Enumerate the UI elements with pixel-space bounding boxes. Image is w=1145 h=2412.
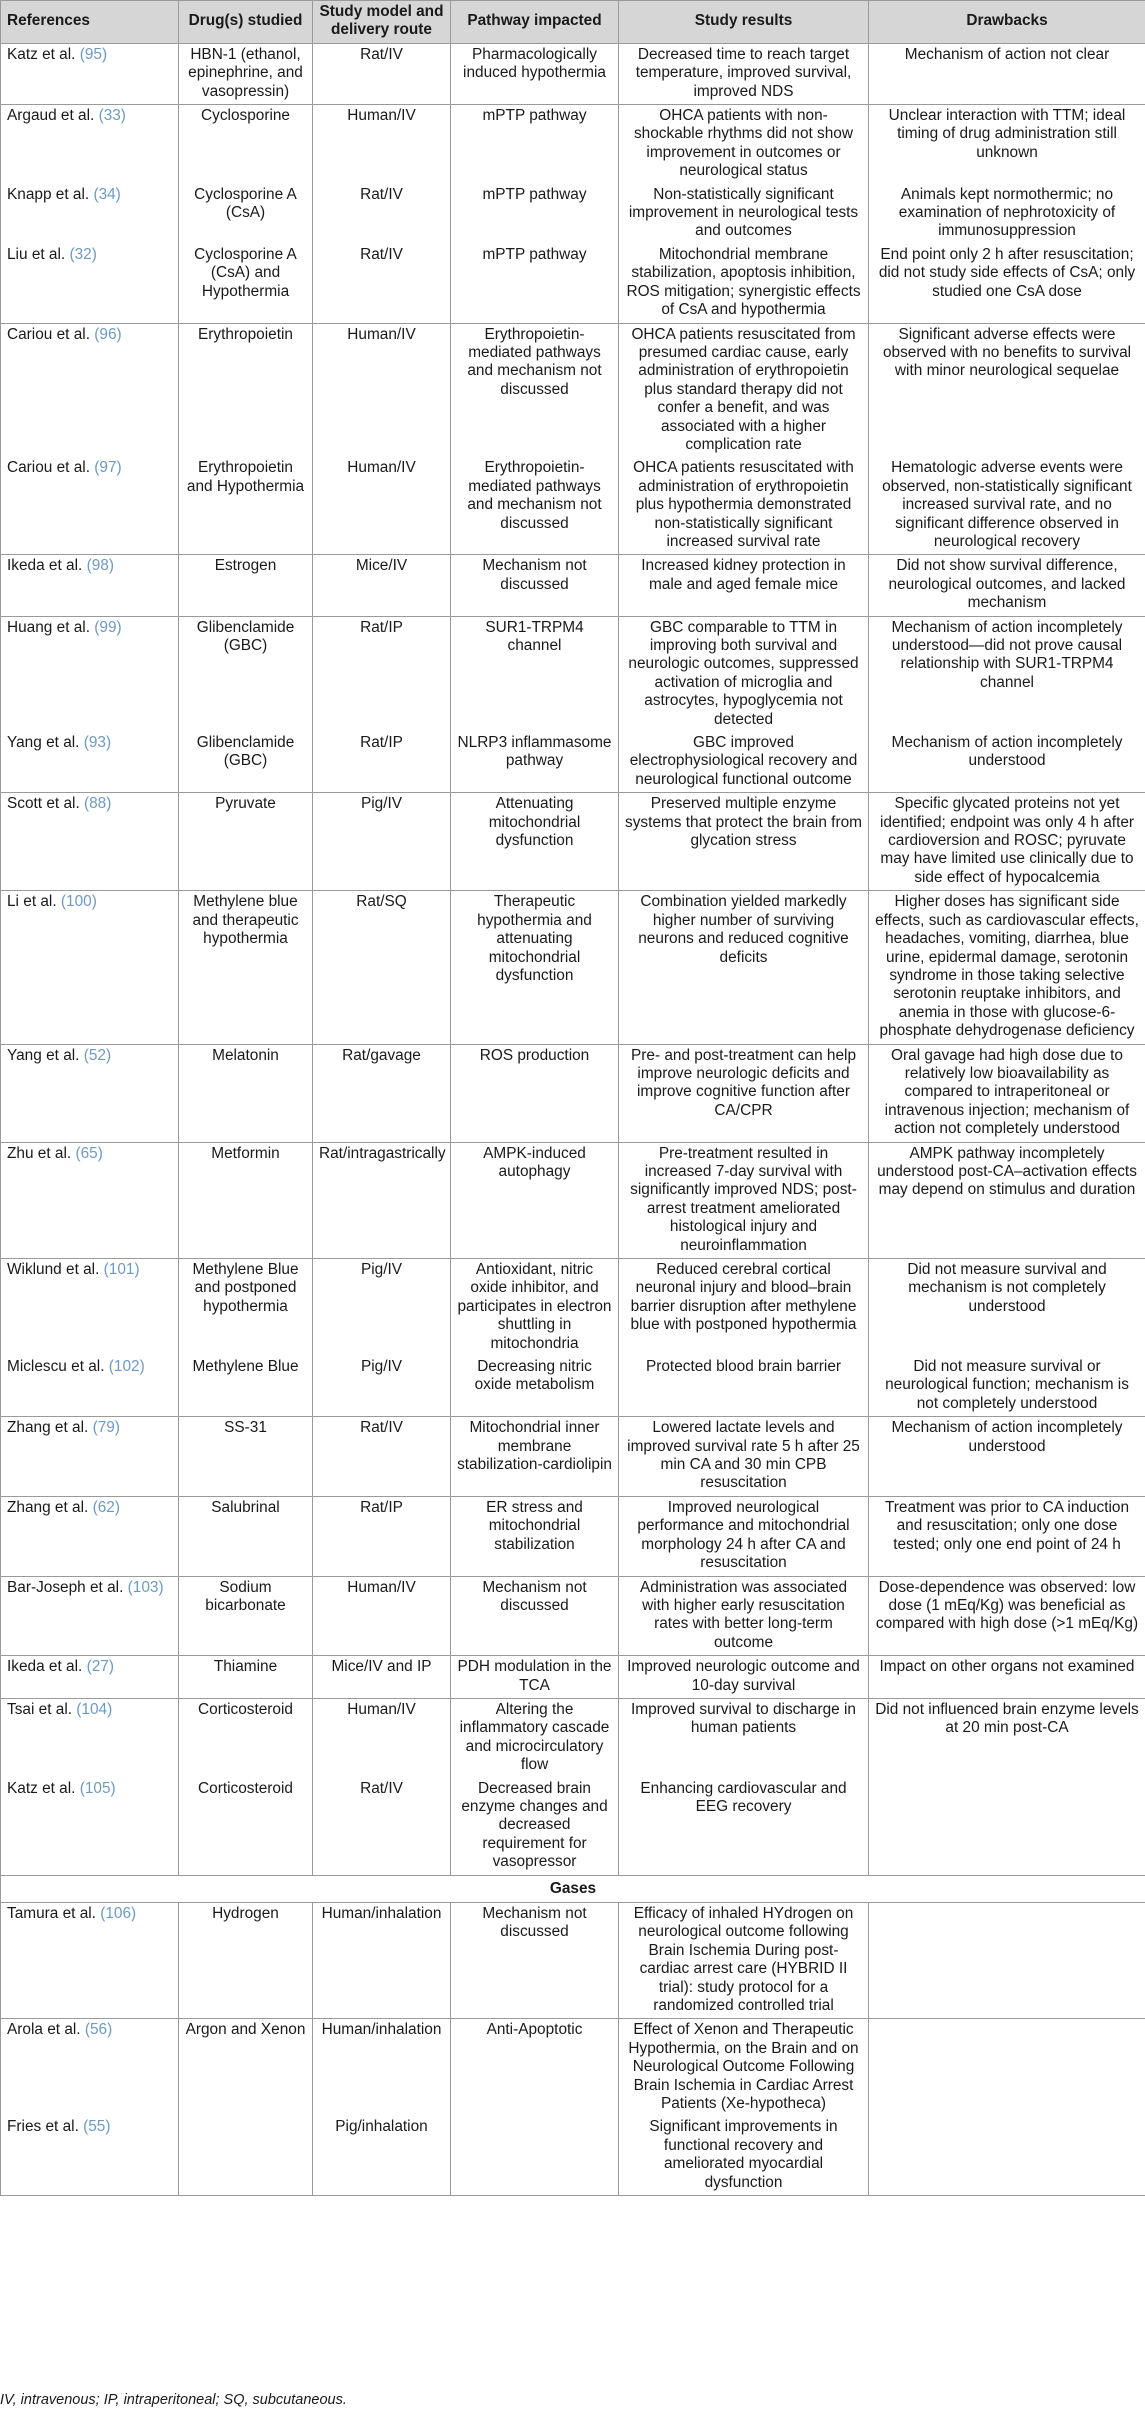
reference-cell (1, 616, 179, 732)
reference-author: Knapp et al. (7, 185, 90, 203)
results-cell: Preserved multiple enzyme systems that protect the brain from glycation stress (619, 793, 869, 891)
results-cell: Decreased time to reach target temperature, improved survival, improved NDS (619, 43, 869, 104)
reference-cell (1, 891, 179, 1044)
results-cell: Lowered lactate levels and improved survival rate 5 h after 25 min CA and 30 min CPB resuscitation (619, 1417, 869, 1497)
section-row-gases (1, 1875, 1145, 1902)
model-cell: Human/IV (313, 1698, 451, 1777)
reference-cell (1, 105, 179, 184)
results-cell: OHCA patients resuscitated with administration of erythropoietin plus hypothermia demonstrated non-statistically significant increased survival rate (619, 457, 869, 555)
drug-cell: Glibenclamide (GBC) (179, 732, 313, 793)
reference-number-link[interactable]: (34) (93, 185, 121, 203)
results-cell: GBC improved electrophysiological recovery and neurological functional outcome (619, 732, 869, 793)
model-cell: Mice/IV (313, 555, 451, 616)
model-cell: Rat/IP (313, 732, 451, 793)
drawbacks-cell: Higher doses has significant side effects, such as cardiovascular effects, headaches, vomiting, diarrhea, blue urine, epidermal damage, serotonin syndrome in those taking selective serotonin reuptake inhibitors, and anemia in those with glucose-6-phosphate dehydrogenase deficiency (869, 891, 1145, 1044)
model-cell: Rat/IV (313, 43, 451, 104)
drawbacks-cell: Treatment was prior to CA induction and resuscitation; only one dose tested; only one end point of 24 h (869, 1496, 1145, 1576)
reference-cell (1, 732, 179, 793)
header-drawbacks: Drawbacks (869, 1, 1145, 44)
results-cell: Reduced cerebral cortical neuronal injury and blood–brain barrier disruption after methylene blue with postponed hypothermia (619, 1259, 869, 1357)
reference-author: Arola et al. (7, 2021, 81, 2039)
table-row (1, 1903, 1145, 2019)
drawbacks-cell: Hematologic adverse events were observed, non-statistically significant increased survival rate, and no significant difference observed in neurological recovery (869, 457, 1145, 555)
reference-author: Tamura et al. (7, 1905, 96, 1922)
results-cell: Increased kidney protection in male and aged female mice (619, 555, 869, 616)
drawbacks-cell (869, 1903, 1145, 2019)
drug-cell: Erythropoietin and Hypothermia (179, 457, 313, 555)
table-row (1, 1142, 1145, 1258)
results-cell: Administration was associated with higher early resuscitation rates with better long-term outcome (619, 1576, 869, 1656)
table-row (1, 1656, 1145, 1699)
drawbacks-cell: Oral gavage had high dose due to relatively low bioavailability as compared to intraperitoneal or intravenous injection; mechanism of action not completely understood (869, 1044, 1145, 1142)
pathway-cell: Decreasing nitric oxide metabolism (451, 1356, 619, 1417)
drawbacks-cell (869, 1778, 1145, 1876)
pathway-cell: Altering the inflammatory cascade and microcirculatory flow (451, 1698, 619, 1777)
table-row (1, 244, 1145, 323)
table-row (1, 793, 1145, 891)
table-body (1, 43, 1145, 2195)
drug-cell: Corticosteroid (179, 1698, 313, 1777)
reference-author: Zhang et al. (7, 1498, 89, 1516)
drawbacks-cell: Dose-dependence was observed: low dose (1 mEq/Kg) was beneficial as compared with high dose (>1 mEq/Kg) (869, 1576, 1145, 1656)
pathway-cell: Anti-Apoptotic (451, 2019, 619, 2117)
pathway-cell: Antioxidant, nitric oxide inhibitor, and participates in electron shuttling in mitochondria (451, 1259, 619, 1357)
model-cell: Human/IV (313, 323, 451, 457)
model-cell: Pig/IV (313, 1259, 451, 1357)
drug-cell: Thiamine (179, 1656, 313, 1699)
reference-number-link[interactable]: (102) (108, 1358, 145, 1376)
drug-cell: Methylene Blue (179, 1356, 313, 1417)
reference-cell (1, 457, 179, 555)
reference-cell (1, 43, 179, 104)
drawbacks-cell: Impact on other organs not examined (869, 1656, 1145, 1699)
header-results: Study results (619, 1, 869, 44)
results-cell: Improved survival to discharge in human patients (619, 1698, 869, 1777)
drug-cell: Cyclosporine A (CsA) and Hypothermia (179, 244, 313, 323)
pathway-cell: Mechanism not discussed (451, 555, 619, 616)
reference-cell (1, 1356, 179, 1417)
results-cell: Effect of Xenon and Therapeutic Hypothermia, on the Brain and on Neurological Outcome Following Brain Ischemia in Cardiac Arrest Patients (Xe-hypotheca) (619, 2019, 869, 2117)
drawbacks-cell: Did not influenced brain enzyme levels at 20 min post-CA (869, 1698, 1145, 1777)
reference-author: Huang et al. (7, 618, 90, 636)
drawbacks-cell: Mechanism of action not clear (869, 43, 1145, 104)
results-cell: Mitochondrial membrane stabilization, apoptosis inhibition, ROS mitigation; synergistic effects of CsA and hypothermia (619, 244, 869, 323)
drawbacks-cell: AMPK pathway incompletely understood post-CA–activation effects may depend on stimulus and duration (869, 1142, 1145, 1258)
pathway-cell: Therapeutic hypothermia and attenuating mitochondrial dysfunction (451, 891, 619, 1044)
results-cell: Efficacy of inhaled HYdrogen on neurological outcome following Brain Ischemia During post-cardiac arrest care (HYBRID II trial): study protocol for a randomized controlled trial (619, 1903, 869, 2019)
pathway-cell: AMPK-induced autophagy (451, 1142, 619, 1258)
model-cell: Human/inhalation (313, 1903, 451, 2019)
table-row (1, 1576, 1145, 1656)
drawbacks-cell: Did not measure survival and mechanism is not completely understood (869, 1259, 1145, 1357)
model-cell: Rat/intragastrically (313, 1142, 451, 1258)
table-row (1, 616, 1145, 732)
reference-number-link[interactable]: (55) (83, 2118, 111, 2136)
drawbacks-cell: Animals kept normothermic; no examination of nephrotoxicity of immunosuppression (869, 184, 1145, 244)
reference-number-link[interactable]: (95) (79, 45, 108, 63)
reference-author: Yang et al. (7, 734, 80, 752)
drawbacks-cell: Specific glycated proteins not yet identified; endpoint was only 4 h after cardioversion and ROSC; pyruvate may have limited use clinically due to side effect of hypocalcemia (869, 793, 1145, 891)
model-cell: Rat/IP (313, 1496, 451, 1576)
pathway-cell: mPTP pathway (451, 244, 619, 323)
drug-cell: Cyclosporine A (CsA) (179, 184, 313, 244)
drawbacks-cell: Mechanism of action incompletely understood (869, 732, 1145, 793)
results-cell: Combination yielded markedly higher number of surviving neurons and reduced cognitive deficits (619, 891, 869, 1044)
model-cell: Rat/IV (313, 1778, 451, 1876)
reference-author: Fries et al. (7, 2118, 79, 2136)
drug-cell: Glibenclamide (GBC) (179, 616, 313, 732)
reference-cell (1, 1496, 179, 1576)
drawbacks-cell: Did not show survival difference, neurological outcomes, and lacked mechanism (869, 555, 1145, 616)
table-row (1, 555, 1145, 616)
drug-cell: Methylene Blue and postponed hypothermia (179, 1259, 313, 1357)
reference-author: Yang et al. (7, 1046, 80, 1064)
model-cell: Rat/IV (313, 244, 451, 323)
pathway-cell: PDH modulation in the TCA (451, 1656, 619, 1699)
drug-cell: Hydrogen (179, 1903, 313, 2019)
pathway-cell: Pharmacologically induced hypothermia (451, 43, 619, 104)
reference-number-link[interactable]: (52) (83, 1046, 112, 1064)
results-cell: Improved neurologic outcome and 10-day survival (619, 1656, 869, 1699)
pathway-cell: Mechanism not discussed (451, 1903, 619, 2019)
results-cell: GBC comparable to TTM in improving both survival and neurologic outcomes, suppressed activation of microglia and astrocytes, hypoglycemia not detected (619, 616, 869, 732)
model-cell: Pig/IV (313, 793, 451, 891)
drug-cell (179, 2116, 313, 2195)
drug-cell: Estrogen (179, 555, 313, 616)
drug-cell: Erythropoietin (179, 323, 313, 457)
pathway-cell (451, 2116, 619, 2195)
reference-author: Zhang et al. (7, 1419, 89, 1437)
table-row (1, 105, 1145, 184)
drawbacks-cell (869, 2019, 1145, 2117)
reference-author: Ikeda et al. (7, 557, 83, 575)
results-cell: OHCA patients resuscitated from presumed cardiac cause, early administration of erythropoietin plus standard therapy did not confer a benefit, and was associated with a higher complication rate (619, 323, 869, 457)
reference-cell (1, 1903, 179, 2019)
pathway-cell: SUR1-TRPM4 channel (451, 616, 619, 732)
reference-author: Scott et al. (7, 795, 80, 813)
pathway-cell: ROS production (451, 1044, 619, 1142)
reference-number-link[interactable]: (98) (86, 557, 114, 575)
table-row (1, 891, 1145, 1044)
drug-cell: Cyclosporine (179, 105, 313, 184)
reference-cell (1, 793, 179, 891)
drug-cell: HBN-1 (ethanol, epinephrine, and vasopressin) (179, 43, 313, 104)
model-cell: Pig/inhalation (313, 2116, 451, 2195)
model-cell: Human/inhalation (313, 2019, 451, 2117)
reference-number-link[interactable]: (27) (86, 1658, 114, 1676)
reference-cell (1, 1044, 179, 1142)
model-cell: Human/IV (313, 457, 451, 555)
results-cell: Protected blood brain barrier (619, 1356, 869, 1417)
model-cell: Mice/IV and IP (313, 1656, 451, 1699)
reference-author: Tsai et al. (7, 1700, 73, 1718)
results-cell: Significant improvements in functional recovery and ameliorated myocardial dysfunction (619, 2116, 869, 2195)
drug-cell: Pyruvate (179, 793, 313, 891)
reference-number-link[interactable]: (106) (100, 1905, 137, 1922)
table-row (1, 1698, 1145, 1777)
reference-cell (1, 1698, 179, 1777)
drug-cell: Metformin (179, 1142, 313, 1258)
reference-number-link[interactable]: (56) (84, 2021, 113, 2039)
pathway-cell: Attenuating mitochondrial dysfunction (451, 793, 619, 891)
reference-number-link[interactable]: (105) (79, 1779, 116, 1797)
reference-number-link[interactable]: (88) (84, 795, 112, 813)
reference-author: Li et al. (7, 893, 57, 911)
table-row (1, 323, 1145, 457)
model-cell: Human/IV (313, 105, 451, 184)
reference-number-link[interactable]: (101) (103, 1261, 140, 1278)
drug-cell: Salubrinal (179, 1496, 313, 1576)
reference-cell (1, 1142, 179, 1258)
reference-number-link[interactable]: (62) (92, 1498, 120, 1516)
model-cell: Rat/gavage (313, 1044, 451, 1142)
table-footnote: IV, intravenous; IP, intraperitoneal; SQ, subcutaneous. (0, 2392, 347, 2408)
pathway-cell: Mitochondrial inner membrane stabilization-cardiolipin (451, 1417, 619, 1497)
header-drugs: Drug(s) studied (179, 1, 313, 44)
reference-cell (1, 1576, 179, 1656)
reference-cell (1, 1656, 179, 1699)
table-row (1, 1417, 1145, 1497)
table-row (1, 457, 1145, 555)
section-label: Gases (1, 1875, 1145, 1902)
header-pathway: Pathway impacted (451, 1, 619, 44)
model-cell: Rat/IP (313, 616, 451, 732)
reference-author: Cariou et al. (7, 325, 90, 343)
reference-author: Liu et al. (7, 245, 66, 263)
results-cell: Enhancing cardiovascular and EEG recovery (619, 1778, 869, 1876)
results-cell: Non-statistically significant improvement in neurological tests and outcomes (619, 184, 869, 244)
reference-number-link[interactable]: (104) (76, 1700, 113, 1718)
pathway-cell: mPTP pathway (451, 184, 619, 244)
pathway-cell: Erythropoietin-mediated pathways and mechanism not discussed (451, 323, 619, 457)
reference-author: Miclescu et al. (7, 1358, 105, 1376)
reference-author: Katz et al. (7, 1779, 76, 1797)
table-row (1, 732, 1145, 793)
reference-number-link[interactable]: (33) (98, 107, 126, 125)
results-cell: Pre-treatment resulted in increased 7-day survival with significantly improved NDS; post-arrest treatment ameliorated histological injury and neuroinflammation (619, 1142, 869, 1258)
reference-cell (1, 555, 179, 616)
reference-cell (1, 1259, 179, 1357)
reference-number-link[interactable]: (100) (60, 893, 97, 911)
reference-author: Zhu et al. (7, 1144, 72, 1162)
reference-number-link[interactable]: (93) (83, 734, 112, 752)
table-row (1, 184, 1145, 244)
reference-author: Katz et al. (7, 45, 76, 63)
reference-author: Argaud et al. (7, 107, 95, 125)
drug-cell: Sodium bicarbonate (179, 1576, 313, 1656)
table-row (1, 1259, 1145, 1357)
reference-number-link[interactable]: (103) (127, 1578, 164, 1596)
reference-number-link[interactable]: (79) (92, 1419, 120, 1437)
table-row (1, 2116, 1145, 2195)
header-study-model: Study model and delivery route (313, 1, 451, 44)
drug-cell: Argon and Xenon (179, 2019, 313, 2117)
drug-cell: Melatonin (179, 1044, 313, 1142)
drug-cell: Corticosteroid (179, 1778, 313, 1876)
model-cell: Rat/SQ (313, 891, 451, 1044)
model-cell: Rat/IV (313, 1417, 451, 1497)
pathway-cell: Mechanism not discussed (451, 1576, 619, 1656)
reference-number-link[interactable]: (65) (75, 1144, 103, 1162)
results-cell: Improved neurological performance and mitochondrial morphology 24 h after CA and resuscitation (619, 1496, 869, 1576)
reference-number-link[interactable]: (32) (69, 245, 97, 263)
drug-cell: SS-31 (179, 1417, 313, 1497)
drawbacks-cell (869, 2116, 1145, 2195)
table-row (1, 1356, 1145, 1417)
reference-cell (1, 244, 179, 323)
reference-cell (1, 2116, 179, 2195)
reference-author: Ikeda et al. (7, 1658, 83, 1676)
table-row (1, 2019, 1145, 2117)
pathway-cell: mPTP pathway (451, 105, 619, 184)
reference-number-link[interactable]: (96) (94, 325, 122, 343)
pathway-cell: NLRP3 inflammasome pathway (451, 732, 619, 793)
reference-author: Bar-Joseph et al. (7, 1578, 124, 1596)
pathway-cell: ER stress and mitochondrial stabilization (451, 1496, 619, 1576)
reference-cell (1, 184, 179, 244)
reference-cell (1, 2019, 179, 2117)
drawbacks-cell: Did not measure survival or neurological function; mechanism is not completely understood (869, 1356, 1145, 1417)
table-row (1, 1778, 1145, 1876)
results-cell: OHCA patients with non-shockable rhythms did not show improvement in outcomes or neurological status (619, 105, 869, 184)
results-cell: Pre- and post-treatment can help improve neurologic deficits and improve cognitive function after CA/CPR (619, 1044, 869, 1142)
model-cell: Human/IV (313, 1576, 451, 1656)
header-references: References (1, 1, 179, 44)
drawbacks-cell: End point only 2 h after resuscitation; did not study side effects of CsA; only studied one CsA dose (869, 244, 1145, 323)
reference-author: Cariou et al. (7, 459, 90, 477)
drawbacks-cell: Unclear interaction with TTM; ideal timing of drug administration still unknown (869, 105, 1145, 184)
drug-cell: Methylene blue and therapeutic hypothermia (179, 891, 313, 1044)
pathway-cell: Erythropoietin-mediated pathways and mechanism not discussed (451, 457, 619, 555)
reference-author: Wiklund et al. (7, 1261, 100, 1278)
drawbacks-cell: Significant adverse effects were observed with no benefits to survival with minor neurological sequelae (869, 323, 1145, 457)
model-cell: Pig/IV (313, 1356, 451, 1417)
table-row (1, 1044, 1145, 1142)
pathway-cell: Decreased brain enzyme changes and decreased requirement for vasopressor (451, 1778, 619, 1876)
header-row (1, 1, 1145, 44)
reference-number-link[interactable]: (97) (94, 459, 122, 477)
table-row (1, 43, 1145, 104)
reference-number-link[interactable]: (99) (94, 618, 122, 636)
model-cell: Rat/IV (313, 184, 451, 244)
reference-cell (1, 323, 179, 457)
table-row (1, 1496, 1145, 1576)
reference-cell (1, 1778, 179, 1876)
reference-cell (1, 1417, 179, 1497)
drawbacks-cell: Mechanism of action incompletely understood—did not prove causal relationship with SUR1-TRPM4 channel (869, 616, 1145, 732)
drawbacks-cell: Mechanism of action incompletely understood (869, 1417, 1145, 1497)
